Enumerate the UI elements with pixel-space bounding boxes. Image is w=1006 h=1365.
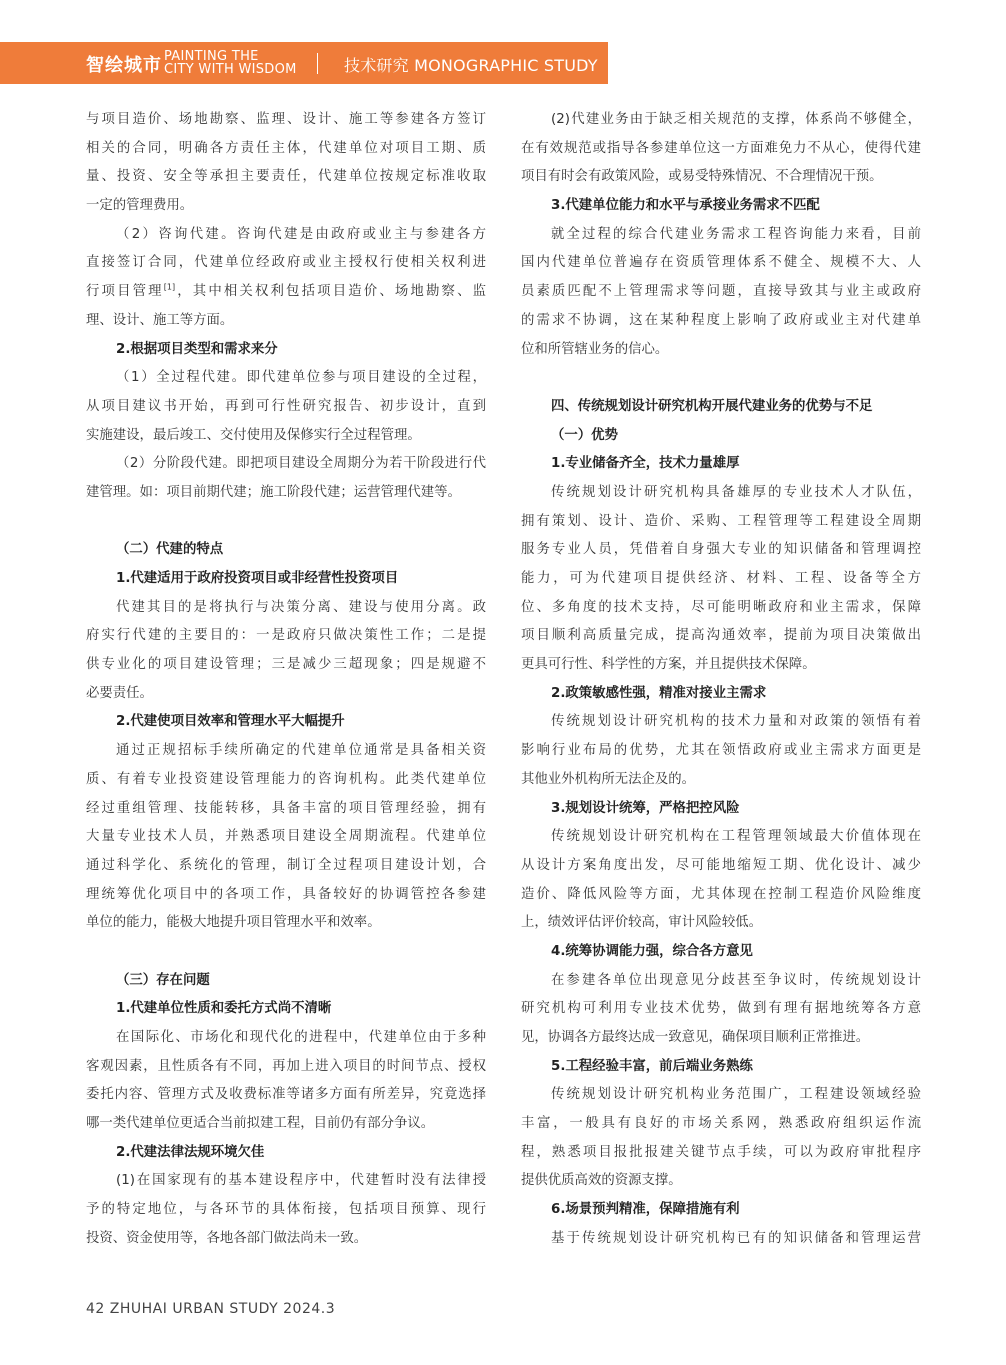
text-line: 从设计方案角度出发，尽可能地缩短工期、优化设计、减少 (521, 857, 921, 873)
text-line: 从项目建议书开始，再到可行性研究报告、初步设计，直到 (86, 398, 486, 414)
text-line: 员素质匹配不上管理需求等问题，直接导致其与业主或政府 (521, 284, 921, 300)
text-line-part: 行项目管理 (86, 284, 164, 300)
citation-reference: [1] (163, 282, 176, 292)
text-line: 客观因素，且性质各有不同，再加上进入项目的时间节点、授权 (86, 1058, 486, 1074)
section-label: 技术研究 MONOGRAPHIC STUDY (344, 56, 598, 75)
section-heading-line: 3.规划设计统筹，严格把控风险 (551, 800, 740, 816)
text-line: 投资、资金使用等，各地各部门做法尚未一致。 (86, 1230, 368, 1246)
text-line: 哪一类代建单位更适合当前拟建工程，目前仍有部分争议。 (86, 1116, 435, 1132)
text-line: (1)在国家现有的基本建设程序中，代建暂时没有法律授 (116, 1173, 486, 1189)
brand-name-en (164, 50, 297, 76)
text-line: 单位的能力，能极大地提升项目管理水平和效率。 (86, 915, 381, 931)
text-line: 更具可行性、科学性的方案，并且提供技术保障。 (521, 657, 816, 673)
text-line: 提供优质高效的资源支撑。 (521, 1173, 682, 1189)
text-line: 基于传统规划设计研究机构已有的知识储备和管理运营 (551, 1230, 921, 1246)
section-heading-line: 3.代建单位能力和水平与承接业务需求不匹配 (551, 198, 820, 214)
text-line (521, 364, 921, 393)
text-line: 传统规划设计研究机构业务范围广，工程建设领域经验 (551, 1087, 921, 1103)
text-line: 传统规划设计研究机构具备雄厚的专业技术人才队伍， (551, 484, 921, 500)
text-line: 府实行代建的主要目的：一是政府只做决策性工作；二是提 (86, 628, 486, 644)
text-line: 位和所管辖业务的信心。 (521, 341, 669, 357)
text-line: 理统筹优化项目中的各项工作，具备较好的协调管控各参建 (86, 886, 486, 902)
text-line: 上，绩效评估评价较高，审计风险较低。 (521, 915, 763, 931)
text-line: 能力，可为代建项目提供经济、材料、工程、设备等全方 (521, 571, 921, 586)
text-line: 拥有策划、设计、造价、采购、工程管理等工程建设全周期 (521, 513, 921, 529)
text-line: 予的特定地位，与各环节的具体衔接，包括项目预算、现行 (86, 1202, 486, 1218)
text-line: 代建其目的是将执行与决策分离、建设与使用分离。政 (116, 599, 486, 615)
issue-number: 2024.3 (283, 1301, 336, 1317)
text-line: 相关的合同，明确各方责任主体，代建单位对项目工期、质 (86, 140, 486, 156)
text-line: （2）咨询代建。咨询代建是由政府或业主与参建各方 (116, 226, 486, 242)
section-heading-line: 2.代建使项目效率和管理水平大幅提升 (116, 714, 345, 730)
text-line: 见，协调各方最终达成一致意见，确保项目顺利正常推进。 (521, 1030, 870, 1045)
section-heading-line: 四、传统规划设计研究机构开展代建业务的优势与不足 (551, 398, 873, 414)
left-column (86, 106, 486, 1254)
text-line: 在国际化、市场化和现代化的进程中，代建单位由于多种 (116, 1030, 486, 1045)
text-line: 必要责任。 (86, 685, 153, 701)
section-heading-line: 2.代建法律法规环境欠佳 (116, 1144, 265, 1160)
text-line: 影响行业布局的优势，尤其在领悟政府或业主需求方面更是 (521, 743, 921, 759)
brand-en-line1: PAINTING THE (164, 49, 259, 64)
text-line (86, 508, 486, 537)
section-heading-line: 5.工程经验丰富，前后端业务熟练 (551, 1058, 753, 1074)
text-line: 一定的管理费用。 (86, 198, 194, 214)
text-line: 就全过程的综合代建业务需求工程咨询能力来看，目前 (551, 226, 921, 242)
section-heading-line: （一）优势 (551, 427, 618, 443)
text-line: 质、有着专业投资建设管理能力的咨询机构。此类代建单位 (86, 771, 486, 787)
text-line-part: ，其中相关权利包括项目造价、场地勘察、监 (175, 284, 486, 300)
text-line: 在参建各单位出现意见分歧甚至争议时，传统规划设计 (551, 972, 921, 988)
section-heading-line: （二）代建的特点 (116, 542, 224, 558)
section-heading-line: 6.场景预判精准，保障措施有利 (551, 1202, 740, 1218)
text-line: 传统规划设计研究机构的技术力量和对政策的领悟有着 (551, 714, 921, 730)
text-line: 建管理。如：项目前期代建；施工阶段代建；运营管理代建等。 (86, 484, 461, 500)
text-line: 大量专业技术人员，并熟悉项目建设全周期流程。代建单位 (86, 829, 486, 845)
text-line: 国内代建单位普遍存在资质管理体系不健全、规模不大、人 (521, 255, 921, 271)
text-line: 项目有时会有政策风险，或易受特殊情况、不合理情况干预。 (521, 169, 883, 185)
text-line (86, 938, 486, 967)
text-line: （2）分阶段代建。即把项目建设全周期分为若干阶段进行代 (116, 456, 486, 472)
section-heading-line: 1.代建单位性质和委托方式尚不清晰 (116, 1001, 332, 1017)
right-column (521, 106, 921, 1254)
section-heading-line: 2.根据项目类型和需求来分 (116, 341, 278, 357)
header-bar (0, 42, 608, 84)
text-line: 经过重组管理、技能转移，具备丰富的项目管理经验，拥有 (86, 800, 486, 816)
section-heading-line: 1.专业储备齐全，技术力量雄厚 (551, 456, 740, 472)
text-line: 位、多角度的技术支持，尽可能明晰政府和业主需求，保障 (521, 599, 921, 615)
text-line: 直接签订合同，代建单位经政府或业主授权行使相关权利进 (86, 255, 486, 271)
text-line: 研究机构可利用专业技术优势，做到有理有据地统筹各方意 (521, 1001, 921, 1017)
text-line: 传统规划设计研究机构在工程管理领域最大价值体现在 (551, 829, 921, 845)
text-line: 项目顺利高质量完成，提高沟通效率，提前为项目决策做出 (521, 628, 921, 644)
text-line: 供专业化的项目建设管理；三是减少三超现象；四是规避不 (86, 657, 486, 673)
page-footer (86, 1301, 335, 1317)
text-line (86, 278, 486, 307)
page-number: 42 (86, 1301, 105, 1317)
section-heading-line: 4.统筹协调能力强，综合各方意见 (551, 943, 753, 959)
section-heading-line: （三）存在问题 (116, 972, 210, 988)
header-divider (317, 53, 318, 74)
text-line: 程，熟悉项目报批报建关键节点手续，可以为政府审批程序 (521, 1144, 921, 1160)
section-heading-line: 1.代建适用于政府投资项目或非经营性投资项目 (116, 571, 399, 586)
text-line: 通过正规招标手续所确定的代建单位通常是具备相关资 (116, 743, 486, 759)
text-line: 通过科学化、系统化的管理，制订全过程项目建设计划，合 (86, 857, 486, 873)
text-line: （1）全过程代建。即代建单位参与项目建设的全过程， (116, 370, 486, 386)
text-line: (2)代建业务由于缺乏相关规范的支撑，体系尚不够健全， (551, 112, 921, 127)
text-line: 其他业外机构所无法企及的。 (521, 771, 696, 787)
text-line: 在有效规范或指导各参建单位这一方面难免力不从心，使得代建 (521, 140, 921, 156)
brand-name-cn: 智绘城市 (86, 55, 162, 76)
text-line: 实施建设，最后竣工、交付使用及保修实行全过程管理。 (86, 427, 421, 443)
text-line: 服务专业人员，凭借着自身强大专业的知识储备和管理调控 (521, 542, 921, 558)
text-line: 量、投资、安全等承担主要责任，代建单位按规定标准收取 (86, 169, 486, 185)
text-line: 丰富，一般具有良好的市场关系网，熟悉政府组织运作流 (521, 1116, 921, 1132)
section-heading-line: 2.政策敏感性强，精准对接业主需求 (551, 685, 767, 701)
journal-name: ZHUHAI URBAN STUDY (109, 1301, 279, 1317)
text-line: 的需求不协调，这在某种程度上影响了政府或业主对代建单 (521, 312, 921, 328)
text-line: 理、设计、施工等方面。 (86, 312, 234, 328)
text-line: 与项目造价、场地勘察、监理、设计、施工等参建各方签订 (86, 112, 486, 127)
text-line: 委托内容、管理方式及收费标准等诸多方面有所差异，究竟选择 (86, 1087, 486, 1103)
brand-en-line2: CITY WITH WISDOM (164, 62, 297, 77)
text-line: 造价、降低风险等方面，尤其体现在控制工程造价风险维度 (521, 886, 921, 902)
